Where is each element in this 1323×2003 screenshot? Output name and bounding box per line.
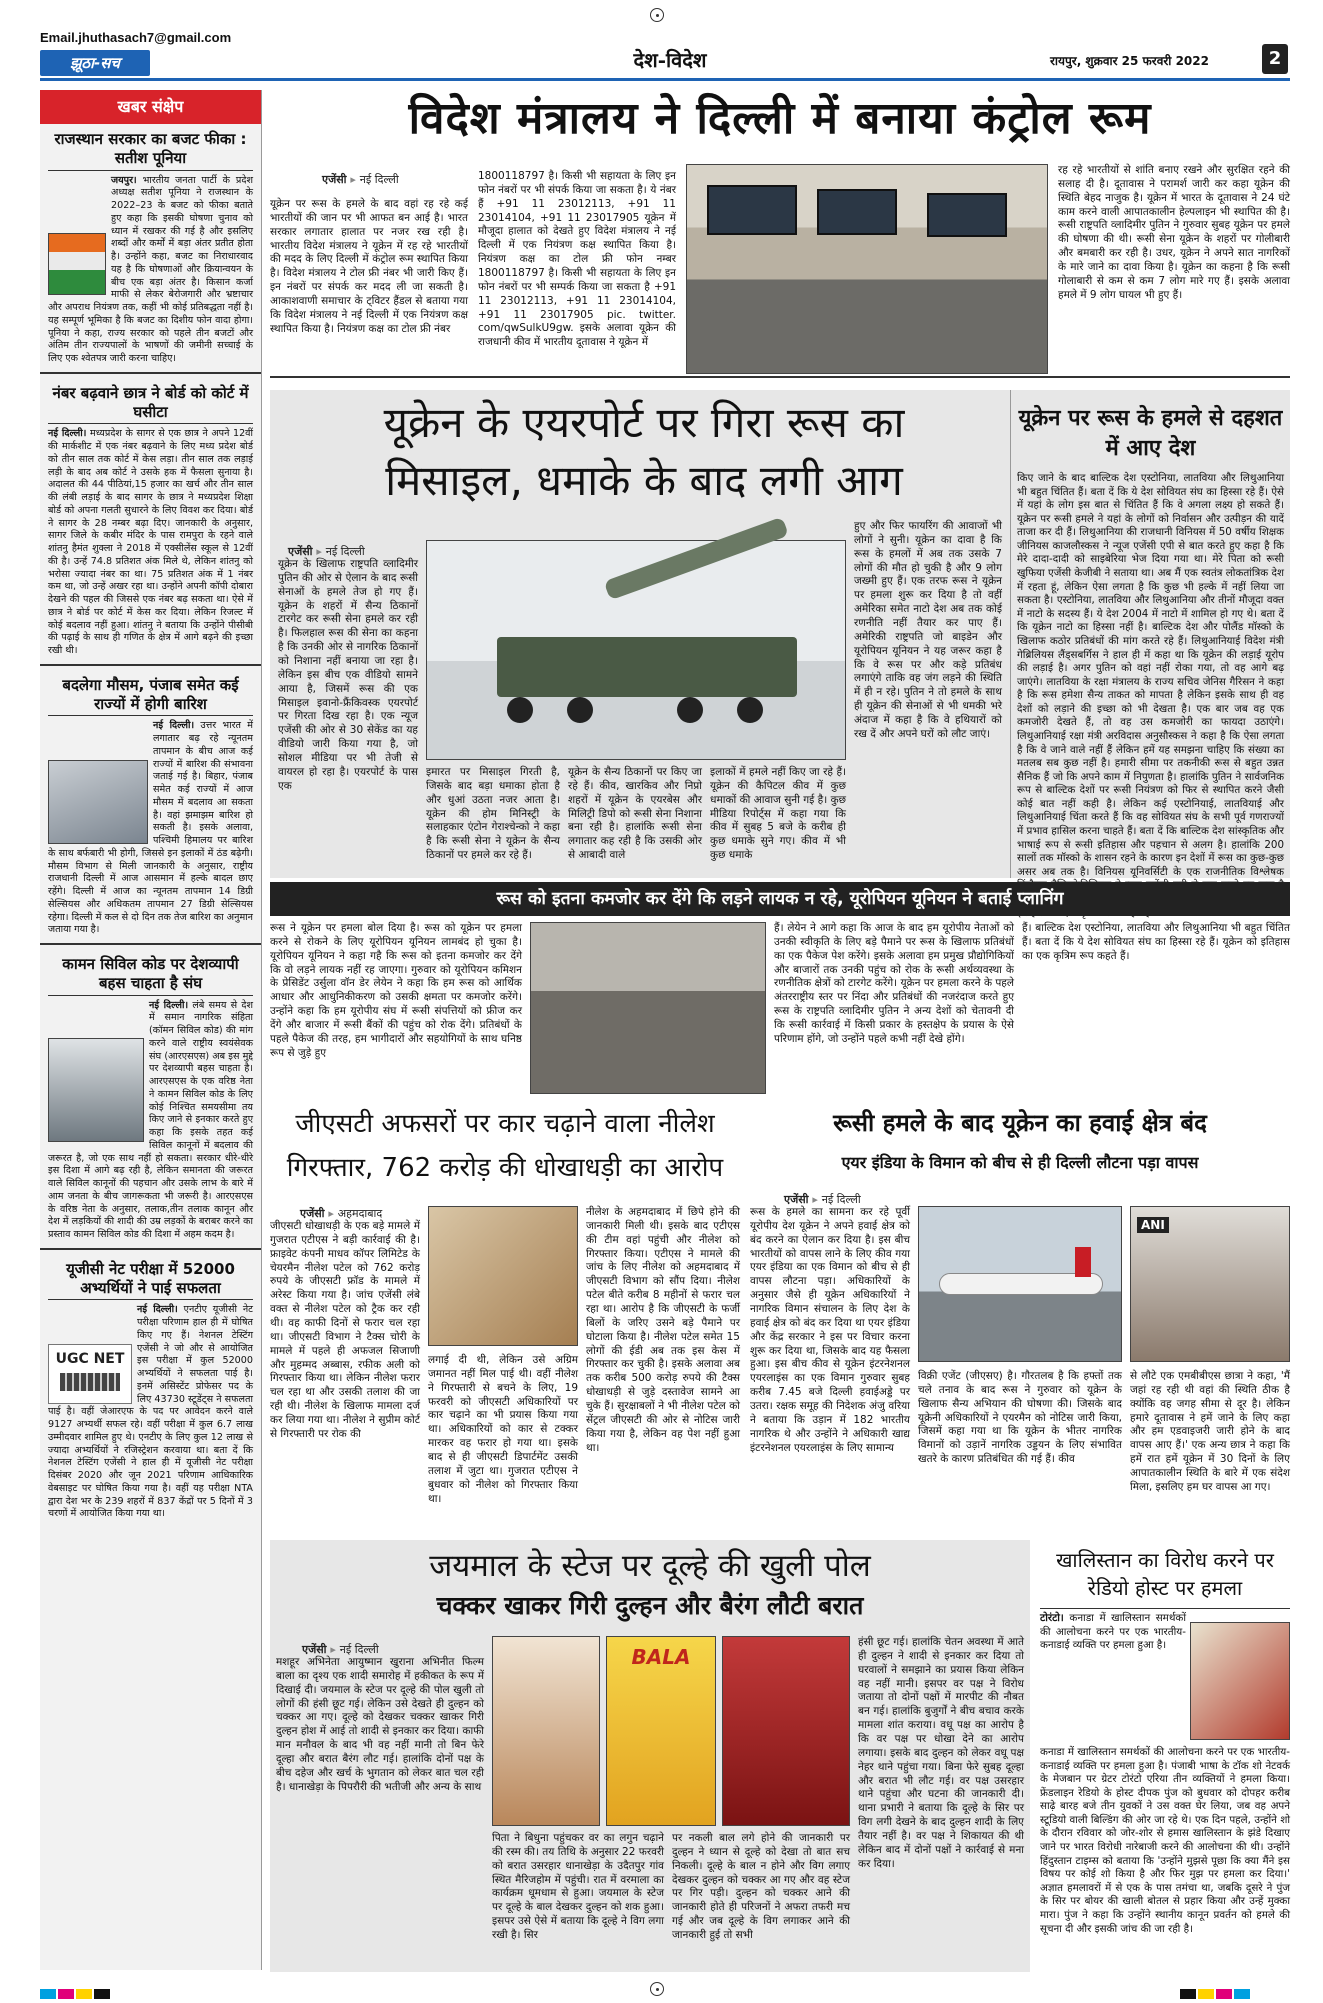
registration-mark-bottom	[650, 1982, 664, 1996]
story-headline-bar	[270, 882, 1290, 916]
sidebar-item-body: भारतीय जनता पार्टी के प्रदेश अध्यक्ष सतीश पूनिया ने राजस्थान के 2022–23 के बजट को फीका बताते हुए कहा कि इसकी घोषणा चुनाव को ध्यान में रखकर की गई है और इसलिए शब्दों और कर्मों में बड़ा अंतर प्रतीत होता है। उन्होंने कहा, बजट का निराधारवाद यह है कि घोषणाओं और क्रियान्वयन के बीच एक बड़ा अंतर है। किसान कर्जा माफी से लेकर बेरोजगारी और भ्रष्टाचार और अपराध नियंत्रण तक, कहीं भी कोई प्रतिबद्धता नहीं है। यह सम्पूर्ण भूमिका है कि बजट का दिशीय फोन वादा होगा। पूनिया ने कहा, राज्य सरकार को पहले तीन बजटों और अंतिम तीन राज्यपालों के भाषणों की जमीनी सच्चाई के लिए एक श्वेतपत्र जारी करना चाहिए।	[48, 174, 253, 364]
registration-mark-top	[650, 8, 664, 22]
story-gst-arrest	[270, 1102, 740, 1530]
story-headline: जीएसटी अफसरों पर कार चढ़ाने वाला नीलेश	[295, 1109, 715, 1139]
missile-launcher-photo	[426, 540, 846, 760]
header-email: Email.jhuthasach7@gmail.com	[40, 30, 232, 45]
side-story-headline: यूक्रेन पर रूस के हमले से दहशत में आए देश	[1018, 406, 1283, 461]
story-column: जीएसटी धोखाधड़ी के एक बड़े मामले में गुजरात एटीएस ने बड़ी कार्रवाई की है। फ्राइवेट कंपनी माधव कॉपर लिमिटेड के चेयरमैन नीलेश पटेल को 762 करोड़ रुपये के जीएसटी फ्रॉड के मामले में अरेस्ट किया गया है। जांच एजेंसी लंबे वक्त से नीलेश पटेल को ट्रैक कर रही थी। वह काफी दिनों से फरार चल रहा था। जीएसटी विभाग ने टैक्स चोरी के मामले में पहले ही अफजल सिजाणी और मुहम्मद अब्बास, रफीक अली को गिरफ्तार किया था। लेकिन नीलेश फरार चल रहा था और उसकी तलाश की जा रही थी। नीलेश के खिलाफ मामला दर्ज कर लिया गया था। नीलेश ने सुप्रीम कोर्ट से गिरफ्तारी पर रोक की	[270, 1220, 420, 1440]
story-jaymaal	[270, 1540, 1030, 1972]
byline-place: नई दिल्ली	[359, 173, 399, 186]
sidebar-item-body: मध्यप्रदेश के सागर से एक छात्र ने अपने 12वीं की मार्कशीट में एक नंबर बढ़वाने के लिए मध्य प्रदेश बोर्ड को तीन साल तक कोर्ट में केस लड़ा। तीन साल तक लड़ाई लड़ी के बाद अब कोर्ट ने उसके हक में फैसला सुनाया है। अदालत की 44 पीठियां,15 हजार का खर्च और तीन साल की लंबी लड़ाई के बाद सागर के छात्र ने मध्यप्रदेश शिक्षा बोर्ड को अपना गलती सुधारने के लिए विवश कर दिया। बोर्ड ने सागर के 28 नम्बर बढ़ा दिए। जानकारी के अनुसार, सागर जिले के कबीर मंदिर के पास रामपुरा के रहने वाले शांतनु हैमंत शुक्ला ने 2018 में एक्सीलेंस स्कूल से 12वीं की है। उन्हें 74.8 प्रतिशत अंक मिले थे, लेकिन शांतनु को भरोसा ज्यादा नंबर का था। 75 प्रतिशत अंक में 1 नंबर कम था, जो उन्हें अखर रहा था। उन्होंने अपनी कॉपी दोबारा देखने की पहल की जिससे एक नंबर बढ़ सकता था। ऐसे में छात्र ने बोर्ड पर कोर्ट में केस कर दिया। लेकिन रिजल्ट में कोई बदलाव नहीं हुआ। शांतनु ने बताया कि उन्होंने पीसीबी की पढ़ाई के साथ ही गणित के क्षेत्र में आगे बढ़ने की इच्छा रखी थी।	[48, 428, 254, 656]
story-column: रह रहे भारतीयों से शांति बनाए रखने और सुरक्षित रहने की सलाह दी है। दूतावास ने परामर्श जारी कर कहा यूक्रेन की स्थिति बेहद नाजुक है। यूक्रेन में भारत के दूतावास ने 24 घंटे काम करने वाली आपातकालीन हेल्पलाइन भी स्थापित की है। रूसी राष्ट्रपति व्लादिमीर पुतिन ने गुरुवार सुबह यूक्रेन पर हमले की घोषणा की थी। रूसी सेना यूक्रेन के शहरों पर गोलीबारी और बमबारी कर रही है। उधर, यूक्रेन ने अपने सात नागरिकों के मारे जाने का दावा किया है। यूक्रेन का कहना है कि रूसी गोलाबारी से कम से कम 7 लोग मारे गए हैं। इसके अलावा हमले में 9 लोग घायल भी हुए हैं।	[1058, 164, 1290, 301]
story-body-part: कनाडा में खालिस्तान समर्थकों की आलोचना करने पर एक भारतीय-कनाडाई व्यक्ति पर हमला हुआ है।	[1040, 1612, 1186, 1652]
story-column: इमारत पर मिसाइल गिरती है, जिसके बाद बड़ा धमाका होता है और धुआं उठता नजर आता है। यूक्रेन की होम मिनिस्ट्री के सलाहकार एंटोन गेराश्चेन्को ने कहा है कि रूसी सेना ने यूक्रेन के सैन्य ठिकानों पर हमले कर रहे हैं।	[426, 766, 560, 862]
story-column: से लौटे एक एमबीबीएस छात्रा ने कहा, 'मैं जहां रह रही थी वहां की स्थिति ठीक है क्योंकि वह जगह सीमा से दूर है। लेकिन हमारे दूतावास ने हमें जाने के लिए कहा और हम एडवाइजरी जारी होने के बाद वापस आए हैं।' एक अन्य छात्र ने कहा कि हमें रात हमें यूक्रेन में 30 दिनों के लिए आपातकालीन स्थिति के बारे में एक संदेश मिला, इसलिए हम घर वापस आ गए।	[1130, 1370, 1290, 1493]
story-column: यूक्रेन के सैन्य ठिकानों पर किए जा रहे हैं। कीव, खारकिव और निप्रो शहरों में यूक्रेन के एयरबेस और मिलिट्री डिपो को रूसी सेना निशाना बना रही है। हालांकि रूसी सेना लगातार कह रही है कि उसकी ओर से आबादी वाले	[568, 766, 702, 862]
sidebar-item-headline: बदलेगा मौसम, पंजाब समेत कई राज्यों में होगी बारिश	[48, 674, 253, 717]
story-control-room	[270, 90, 1290, 380]
sidebar-item-dateline: नई दिल्ली।	[149, 999, 189, 1011]
rss-building-photo	[48, 1038, 144, 1142]
story-column: इलाकों में हमले नहीं किए जा रहे हैं। यूक्रेन की कैपिटल कीव में कुछ धमाकों की आवाज सुनी गई है। कुछ मीडिया रिपोर्ट्स में कहा गया कि कीव में सुबह 5 बजे के करीब ही कुछ धमाके सुने गए। कीव में भी कुछ धमाके	[710, 766, 846, 862]
sidebar-item-headline: यूजीसी नेट परीक्षा में 52000 अभ्यर्थियों ने पाई सफलता	[48, 1258, 253, 1301]
story-airport-missile	[270, 390, 1290, 878]
story-column: मशहूर अभिनेता आयुष्मान खुराना अभिनीत फिल्म बाला का दृश्य एक शादी समारोह में हकीकत के रूप में दिखाई दी। जयमाल के स्टेज पर दूल्हे की पोल खुली तो लोगों की हंसी छूट गई। लेकिन उसे देखते ही दुल्हन को चक्कर आ गए। दूल्हे को देखकर चक्कर खाकर गिरी दुल्हन होश में आई तो शादी से इनकार कर दिया। काफी मान मनौवल के बाद भी वह नहीं मानी तो बिन फेरे दूल्हा और बरात बैरंग लौट गई। हालांकि दोनों पक्ष के बीच दहेज और खर्च के भुगतान को लेकर बात चल रही है। धानाखेड़ा के पिपरौरी की भतीजी और अन्य के साथ	[276, 1656, 484, 1793]
byline-place: अहमदाबाद	[337, 1207, 383, 1220]
story-headline-line2: चक्कर खाकर गिरी दुल्हन और बैरंग लौटी बरात	[436, 1591, 864, 1620]
rain-photo	[48, 760, 148, 844]
byline-agency: एजेंसी	[288, 545, 313, 558]
ani-watermark: ANI	[1137, 1217, 1169, 1233]
story-headline: जयमाल के स्टेज पर दूल्हे की खुली पोल	[429, 1548, 871, 1584]
header-rule	[40, 78, 1290, 81]
story-column: यूक्रेन पर रूस के हमले के बाद वहां रह रहे कई भारतीयों की जान पर भी आफत बन आई है। भारत सरकार लगातार हालात पर नजर रख रही है। भारतीय विदेश मंत्रालय ने यूक्रेन में रह रहे भारतीयों की मदद के लिए दिल्ली में कंट्रोल रूम स्थापित किया है। विदेश मंत्रालय ने टोल फ्री नंबर भी जारी किए हैं। इन नंबरों पर संपर्क कर मदद ली जा सकती है। आकाशवाणी समाचार के ट्विटर हैंडल से बताया गया कि विदेश मंत्रालय ने नई दिल्ली में एक नियंत्रण कक्ष स्थापित किया है। नियंत्रण कक्ष का टोल फ्री नंबर	[270, 198, 468, 335]
story-subhead: एयर इंडिया के विमान को बीच से ही दिल्ली लौटना पड़ा वापस	[841, 1153, 1199, 1172]
sidebar-item	[40, 124, 261, 366]
byline: एजेंसी ▸ नई दिल्ली	[288, 545, 365, 558]
story-headline: यूक्रेन के एयरपोर्ट पर गिरा रूस का	[383, 398, 905, 447]
byline-place: नई दिल्ली	[821, 1193, 861, 1206]
sidebar-item-headline: नंबर बढ़वाने छात्र ने बोर्ड को कोर्ट में घसीटा	[48, 382, 253, 425]
sidebar	[40, 90, 262, 1970]
story-column: लगाई दी थी, लेकिन उसे अग्रिम जमानत नहीं मिल पाई थी। वहीं नीलेश ने गिरफ्तारी से बचने के लिए, 19 फरवरी को जीएसटी अधिकारियों पर कार चढ़ाने का भी प्रयास किया गया था। अधिकारियों को कार से टक्कर मारकर वह फरार हो गया था। इसके बाद से ही जीएसटी डिपार्टमेंट उसकी तलाश में जुटा था। गुजरात एटीएस ने बुधवार को नीलेश को गिरफ्तार किया था।	[428, 1354, 578, 1505]
color-bar-left	[40, 1984, 112, 2003]
byline-agency: एजेंसी	[322, 173, 347, 186]
section-title: देश-विदेश	[633, 48, 707, 72]
byline: एजेंसी ▸ नई दिल्ली	[784, 1193, 861, 1206]
byline-agency: एजेंसी	[784, 1193, 809, 1206]
brand-name: झूठा-सच	[70, 54, 120, 72]
sidebar-title: खबर संक्षेप	[40, 90, 261, 124]
byline: एजेंसी ▸ अहमदाबाद	[300, 1207, 383, 1220]
headline-box	[276, 394, 1012, 514]
sidebar-item-headline: कामन सिविल कोड पर देशव्यापी बहस चाहता है संघ	[48, 953, 253, 996]
story-column: नीलेश के अहमदाबाद में छिपे होने की जानकारी मिली थी। इसके बाद एटीएस की टीम वहां पहुंची और नीलेश को गिरफ्तार किया। एटीएस ने मामले की जांच के लिए नीलेश को अहमदाबाद में जीएसटी विभाग को सौंप दिया। नीलेश पटेल बीते करीब 8 महीनों से फरार चल रहा था। आरोप है कि जीएसटी के फर्जी बिलों के जरिए उसने बड़े पैमाने पर घोटाला किया है। नीलेश पटेल समेत 15 लोगों की ईडी अब तक इस केस में गिरफ्तार कर चुकी है। इसके अलावा अब तक करीब 500 करोड़ रुपये की टैक्स धोखाधड़ी से जुड़े दस्तावेज सामने आ चुके हैं। सुरक्षाबलों ने भी नीलेश पटेल को सेंट्रल जीएसटी की ओर से नोटिस जारी किया गया है, लेकिन वह पेश नहीं हुआ था।	[586, 1206, 740, 1454]
story-column: हैं। बाल्टिक देश एस्टोनिया, लातविया और लिथुआनिया भी बहुत चिंतित हैं। बता दें कि ये देश सोवियत संघ का हिस्सा रहे हैं। यूक्रेन को इतिहास का एक कृत्रिम रूप कहते हैं।	[1022, 922, 1290, 962]
byline: एजेंसी ▸ नई दिल्ली	[302, 1643, 379, 1656]
byline-place: नई दिल्ली	[325, 545, 365, 558]
bride-photo	[492, 1636, 600, 1826]
story-khalistan	[1040, 1540, 1290, 1972]
air-india-plane-photo	[918, 1206, 1122, 1362]
currency-photo	[428, 1206, 578, 1346]
flag-photo	[48, 233, 106, 295]
story-column: 1800118797 है। किसी भी सहायता के लिए इन फोन नंबरों पर भी संपर्क किया जा सकता है। ये नंबर हैं +91 11 23012113, +91 11 23014104, +91 11 23017905 यूक्रेन में मौजूदा हालात को देखते हुए विदेश मंत्रालय ने नई दिल्ली में एक नियंत्रण कक्ष स्थापित किया है। नियंत्रण कक्ष का टोल फ्री फोन नम्बर 1800118797 है। किसी भी सहायता के लिए इन फोन नंबरों पर भी सम्पर्क किया जा सकता है +91 11 23012113, +91 11 23014104, +91 11 23017905 pic. twitter. com/qwSulkU9gw. इसके अलावा यूक्रेन की राजधानी कीव में भारतीय दूतावास ने यूक्रेन में	[478, 170, 676, 349]
soldiers-photo	[530, 922, 766, 1094]
story-column: पिता ने बिधुना पहुंचकर वर का लगुन चढ़ाने की रस्म की। तय तिथि के अनुसार 22 फरवरी को बरात उसरहार धानाखेड़ा के उदैतपुर गांव स्थित मैरिजहोम में पहुंची। रात में वरमाला का कार्यक्रम धूमधाम से हुआ। जयमाल के स्टेज पर दूल्हे के बाल देखकर दुल्हन को शक हुआ। इसपर उसे ऐसे में बताया कि दूल्हे ने विग लगा रखी है। सिर	[492, 1832, 664, 1942]
story-headline-line2: मिसाइल, धमाके के बाद लगी आग	[385, 456, 903, 505]
story-headline: खालिस्तान का विरोध करने पर रेडियो होस्ट पर हमला	[1040, 1540, 1290, 1609]
story-headline: विदेश मंत्रालय ने दिल्ली में बनाया कंट्रोल रूम	[408, 93, 1152, 144]
ugc-net-badge	[48, 1344, 132, 1404]
byline-agency: एजेंसी	[300, 1207, 325, 1220]
story-column: विक्री एजेंट (जीएसए) है। गौरतलब है कि हफ्तों तक चले तनाव के बाद रूस ने गुरुवार को यूक्रेन के खिलाफ सैन्य अभियान की घोषणा की। जिसके बाद यूक्रेनी अधिकारियों ने एयरमैन को नोटिस जारी किया, जिसमें कहा गया था कि यूक्रेन के भीतर नागरिक विमानों को उड़ानें नागरिक उड्डयन के लिए संभावित खतरे के कारण प्रतिबंधित की गई हैं। कीव	[918, 1370, 1122, 1466]
story-column: हंसी छूट गई। हालांकि चेतन अवस्था में आते ही दुल्हन ने शादी से इनकार कर दिया तो घरवालों ने समझाने का प्रयास किया लेकिन वह नहीं मानी। इसपर वर पक्ष ने विरोध जताया तो दोनों पक्षों में मारपीट की नौबत बन गई। हालांकि बुजुर्गों ने बीच बचाव करके मामला शांत कराया। वधू पक्ष का आरोप है कि वर पक्ष पर धोखा देने का आरोप लगाया। इसके बाद दुल्हन को लेकर वधू पक्ष नेहर थाने पहुंचा गया। बिना फेरे सुबह दूल्हा और बरात भी लौट गई। वर पक्ष उसरहार थाने पहुंचा और घटना की जानकारी दी। थाना प्रभारी ने बताया कि दूल्हे के सिर पर विग लगी देखने के बाद दुल्हन शादी के लिए तैयार नहीं है। वर पक्ष ने शिकायत की थी लेकिन बाद में दोनों पक्षों ने कार्रवाई से मना कर दिया।	[858, 1636, 1024, 1870]
story-dateline: टोरंटो।	[1040, 1612, 1064, 1624]
byline-agency: एजेंसी	[302, 1643, 327, 1656]
brand-logo	[40, 50, 150, 76]
sidebar-item-dateline: नई दिल्ली।	[48, 428, 87, 440]
sidebar-item-body: उत्तर भारत में लगातार बढ़ रहे न्यूनतम तापमान के बीच आज कई राज्यों में बारिश की संभावना जताई गई है। बिहार, पंजाब समेत कई राज्यों में आज मौसम में बदलाव आ सकता है। वहां झमाझम बारिश हो सकती है। इसके अलावा, पश्चिमी हिमालय पर बारिश के साथ बर्फबारी भी होगी, जिससे इन इलाकों में ठंड बढ़ेगी। मौसम विभाग से मिली जानकारी के अनुसार, राष्ट्रीय राजधानी दिल्ली में आज आसमान में हल्के बादल छाए रहेंगे। दिल्ली में आज का न्यूनतम तापमान 14 डिग्री सेल्सियस और अधिकतम तापमान 27 डिग्री सेल्सियस रहेगा। दिल्ली में कल से दो दिन तक तेज बारिश का अनुमान जताया गया है।	[48, 720, 253, 936]
ugc-net-label: UGC NET	[55, 1351, 125, 1368]
sidebar-item-body: एनटीए यूजीसी नेट परीक्षा परिणाम हाल ही में घोषित किए गए हैं। नेशनल टेस्टिंग एजेंसी ने जो और से आयोजित इस परीक्षा में कुल 52000 अभ्यर्थियों ने सफलता पाई है। इनमें असिस्टेंट प्रोफेसर पद के लिए 43730 स्टूडेंट्स ने सफलता पाई है। वहीं जेआरएफ के पद पर आवेदन करने वाले 9127 अभ्यर्थी सफल रहे। वहीं परीक्षा में कुल 6.7 लाख उम्मीदवार शामिल हुए थे। एनटीए के लिए कुल 12 लाख से ज्यादा अभ्यर्थियों ने रजिस्ट्रेशन करवाया था। बता दें कि नेशनल टेस्टिंग एजेंसी ने हाल ही में यूजीसी नेट परीक्षा दिसंबर 2020 और जून 2021 परिणाम आधिकारिक वेबसाइट पर घोषित किया गया है। वहीं यह परीक्षा NTA द्वारा देश भर के 239 शहरों में 837 केंद्रों पर 5 दिनों में 3 चरणों में आयोजित किया गया था।	[48, 1304, 253, 1520]
control-room-photo	[686, 164, 1048, 374]
sidebar-item-dateline: जयपुर।	[111, 174, 137, 186]
side-story-body: किए जाने के बाद बाल्टिक देश एस्टोनिया, लातविया और लिथुआनिया भी बहुत चिंतित हैं। बता दें कि ये देश सोवियत संघ का हिस्सा रहे हैं। ऐसे में यहां के लोग इस बात से चिंतित हैं कि वे अगला लक्ष्य हो सकते हैं। यूक्रेन पर रूसी हमले ने यहां के लोगों को निर्वासन और उत्पीड़न की यादें ताजा कर दी हैं। लिथुआनिया की राजधानी विनियस में 50 वर्षीय शिक्षक जीनियस काजलौस्कस ने न्यूज एजेंसी एपी से बात करते हुए कहा है कि मेरे दादा-दादी को साइबेरिया भेज दिया गया था। मेरे पिता को रूसी खुफिया एजेंसी केजीबी ने सताया था। अब मैं एक स्वतंत्र लोकतांत्रिक देश में रहता हूं, लेकिन ऐसा लगता है कि कुछ भी हल्के में नहीं लिया जा सकता है। एस्टोनिया, लातविया और लिथुआनिया और तीनों मौजूदा वक्त में नाटो के सदस्य हैं। ये देश 2004 में नाटो में शामिल हो गए थे। बता दें कि यूक्रेन नाटो का हिस्सा नहीं है। बाल्टिक देश और पोलैंड मॉस्को के खिलाफ कठोर प्रतिबंधों की मांग करते रहे हैं। लिथुआनियाई विदेश मंत्री गेब्रिलियस लैंड्सबर्गिस ने हाल ही में कहा था कि यूक्रेन की लड़ाई यूरोप की लड़ाई है। अगर पुतिन को वहां नहीं रोका गया, तो वह आगे बढ़ जाएंगे। लातविया के रक्षा मंत्रालय के राज्य सचिव जेनिस गैरिसन ने कहा है कि रूस हमेशा सैन्य ताकत को मापता है लेकिन इसके साथ ही वह देशों को लड़ाने की इच्छा को भी देखता है। एक बार जब वह एक कमजोरी देखते हैं, तो वह उस कमजोरी का फायदा उठाएंगे। लिथुआनियाई रक्षा मंत्री अरविदास अनुसौस्कस ने कहा है कि ऐसा लगता है कि वे जाने वाले नहीं हैं लेकिन हमें यह समझना चाहिए कि संख्या का मतलब सब कुछ नहीं है। हमारी सीमा पर तकनीकी रूस से बहुत उन्नत सैनिक हैं जो कि अपने काम में निपुणता है। हालांकि पुतिन ने सार्वजनिक रूप से बाल्टिक देशों पर रूसी नियंत्रण को फिर से स्थापित करने जैसी कोई बात नहीं कही है। लेकिन कई एस्टोनियाई, लातवियाई और लिथुआनियाई चिंता करते हैं कि वह सोवियत संघ के सभी पूर्व गणराज्यों में प्रभाव हासिल करना चाहते हैं। बता दें कि बाल्टिक देश सांस्कृतिक और भाषाई रूप से रूसी इतिहास और पहचान से अलग है। हालांकि 200 सालों तक मॉस्को के शासन रहने के कारण इन देशों में रूस का कुछ-कुछ असर अब तक है। विनियस यूनिवर्सिटी के एक राजनीतिक विश्लेषक	[1017, 472, 1284, 878]
story-headline-line2: गिरफ्तार, 762 करोड़ की धोखाधड़ी का आरोप	[286, 1153, 724, 1183]
attack-illustration-photo	[1190, 1622, 1290, 1740]
sidebar-item	[40, 372, 261, 658]
story-column: हुए और फिर फायरिंग की आवाजों भी लोगों ने सुनी। यूक्रेन का दावा है कि रूस के हमलों में अब तक उसके 7 लोगों की मौत हो चुकी है और 9 लोग जख्मी हुए हैं। एक तरफ रूस ने यूक्रेन पर हमला शुरू कर दिया है तो वहीं अमेरिका समेत नाटो देश अब तक कोई रणनीति नहीं तैयार कर पाए हैं। अमेरिकी राष्ट्रपति जो बाइडेन और यूरोपियन यूनियन ने यह जरूर कहा है कि वे रूस पर और कड़े प्रतिबंध लगाएंगे ताकि वह जंग लड़ने की स्थिति में ही न रहे। पुतिन ने तो हमले के साथ ही यूक्रेन की सेनाओं से भी धमकी भरे अंदाज में कहा है कि वे हथियारों को रख दें और अपने घरों को लौट जाएं।	[854, 520, 1002, 740]
story-headline: रूसी हमले के बाद यूक्रेन का हवाई क्षेत्र बंद	[833, 1109, 1207, 1137]
byline-place: नई दिल्ली	[339, 1643, 379, 1656]
bala-title: BALA	[631, 1645, 691, 1669]
side-story	[1010, 390, 1290, 878]
story-column: पर नकली बाल लगे होने की जानकारी पर दुल्हन ने ध्यान से दूल्हे को देखा तो बात सच निकली। दूल्हे के बाल न होने और विग लगाए देखकर दुल्हन को चक्कर आ गए और वह स्टेज पर गिर पड़ी। दुल्हन को चक्कर आने की जानकारी होते ही परिजनों ने अफरा तफरी मच गई और जब दूल्हे के विग लगाकर आने की जानकारी हुई तो सभी	[672, 1832, 850, 1942]
page-number: 2	[1262, 44, 1288, 74]
byline: एजेंसी ▸ नई दिल्ली	[322, 173, 399, 186]
sidebar-item	[40, 943, 261, 1242]
dateline: रायपुर, शुक्रवार 25 फरवरी 2022	[1050, 54, 1209, 68]
sidebar-item-dateline: नई दिल्ली।	[153, 720, 195, 732]
story-column: यूक्रेन के खिलाफ राष्ट्रपति व्लादिमीर पुतिन की ओर से ऐलान के बाद रूसी सेनाओं के हमले तेज हो गए हैं। यूक्रेन के शहरों में सैन्य ठिकानों टारगेट कर रूसी सेना हमले कर रही है। फिलहाल रूस की सेना का कहना है कि उनकी ओर से नागरिक ठिकानों को निशाना नहीं बनाया जा रहा है। लेकिन इस बीच एक वीडियो सामने आया है, जिसमें रूस की एक मिसाइल इवानो-फ्रैंकिवस्क एयरपोर्ट पर गिरता दिख रहा है। एक न्यूज एजेंसी की ओर से 30 सेकेंड का यह वीडियो जारी किया गया है, जो सोशल मीडिया पर भी तेजी से वायरल हो रहा है। एयरपोर्ट के पास एक	[278, 558, 418, 792]
sidebar-item-dateline: नई दिल्ली।	[137, 1304, 178, 1316]
story-headline: रूस को इतना कमजोर कर देंगे कि लड़ने लायक न रहे, यूरोपियन यूनियन ने बताई प्लानिंग	[496, 889, 1064, 909]
sidebar-item	[40, 1248, 261, 1521]
bala-poster-photo	[606, 1636, 716, 1826]
story-column: रूस ने यूक्रेन पर हमला बोल दिया है। रूस को यूक्रेन पर हमला करने से रोकने के लिए यूरोपियन यूनियन लामबंद हो चुका है। यूरोपियन यूनियन ने कहा गहै कि रूस को इतना कमजोर कर देंगे कि वो लड़ने लायक नहीं रह जाएगा। गुरुवार को यूरोपियन कमिशन के प्रेसिडेंट उर्सुला वॉन डेर लेयेन ने कहा कि हम रूस को आर्थिक आधार और आधुनिकीकरण को उसकी क्षमता पर कमजोर करेंगे। उन्होंने कहा कि हम यूरोपीय संघ में रूसी संपत्तियों को फ्रीज कर देंगे और बाजार में रूसी बैंकों की पहुंच को रोक देंगे। प्रतिबंधों के पहले पैकेज की तरह, हम भागीदारों और सहयोगियों के साथ घनिष्ठ रूप से जुड़े हुए	[270, 922, 522, 1059]
color-bar-right	[1180, 1984, 1252, 2003]
keyboard-icon	[60, 1373, 120, 1391]
story-column: कनाडा में खालिस्तान समर्थकों की आलोचना करने पर एक भारतीय-कनाडाई व्यक्ति पर हमला हुआ है। पंजाबी भाषा के टॉक शो नेटवर्क के मेजबान पर ग्रेटर टोरंटो एरिया तीन व्यक्तियों ने हमला किया। फ्रेंडलाइन रेडियो के होस्ट दीपक पुंज को बुधवार को दोपहर करीब साढ़े बारह बजे तीन युवकों ने उस वक्त घेर लिया, जब वह अपने स्टूडियो वाली बिल्डिंग की ओर जा रहे थे। एक दिन पहले, उन्होंने शो के दौरान रविवार को जोर-शोर से हमास खालिस्तान के झंडे दिखाए जाने पर भारत विरोधी नारेबाजी करने की आलोचना की थी। उन्होंने हिंदुस्तान टाइम्स को बताया कि 'उन्होंने मुझसे पूछा कि क्या मैंने इस विषय पर कोई शो किया है और फिर मुझ पर हमला कर दिया।' अज्ञात हमलावरों में से एक के पास तमंचा था, जबकि दूसरे ने पुंज के सिर पर बोयर की खाली बोतल से प्रहार किया और उन्हें मुक्का मारा। पुंज ने कहा कि उन्होंने स्थानीय कानून प्रवर्तन को हमले की सूचना दी और इसकी जांच की जा रही है।	[1040, 1746, 1290, 1935]
sidebar-item-headline: राजस्थान सरकार का बजट फीका : सतीश पूनिया	[48, 128, 253, 171]
story-column: हैं। लेयेन ने आगे कहा कि आज के बाद हम यूरोपीय नेताओं को उनकी स्वीकृति के लिए बड़े पैमाने पर रूस के खिलाफ प्रतिबंधों का एक पैकेज पेश करेंगे। इसके अलावा हम प्रमुख प्रौद्योगिकियों और बाजारों तक उनकी पहुंच को रोक के रूसी अर्थव्यवस्था के रणनीतिक क्षेत्रों को टारगेट करेंगे। यूक्रेन पर हमला करने के पहले अंतरराष्ट्रीय स्तर पर निंदा और प्रतिबंधों की नजरंदाज करते हुए रूस के राष्ट्रपति व्लादिमीर पुतिन ने अन्य देशों को चेतावनी दी कि रूसी कार्रवाई में किसी प्रकार के हस्तक्षेप के प्रयास के ऐसे परिणाम होंगे, जो उन्होंने पहले कभी नहीं देखे होंगे।	[774, 922, 1015, 1045]
story-eu-planning	[270, 882, 1290, 1096]
story-column: रूस के हमले का सामना कर रहे पूर्वी यूरोपीय देश यूक्रेन ने अपने हवाई क्षेत्र को बंद करने का ऐलान कर दिया है। इस बीच भारतीयों को वापस लाने के लिए कीव गया एयर इंडिया का एक विमान को बीच से ही वापस लौटना पड़ा। अधिकारियों के अनुसार जैसे ही यूक्रेन अधिकारियों ने नागरिक विमान संचालन के लिए देश के हवाई क्षेत्र को बंद कर दिया था एयर इंडिया और केंद्र सरकार ने इस पर विचार करना शुरू कर दिया था, जिसके बाद यह फैसला हुआ। इस बीच कीव से यूक्रेन इंटरनेशनल एयरलाइंस का एक विमान गुरुवार सुबह करीब 7.45 बजे दिल्ली हवाईअड्डे पर उतरा। रक्षक समूह की निदेशक अंजु वरिया ने बताया कि उड़ान में 182 भारतीय नागरिक थे और उन्होंने ने अधिकारी खाद्य इंटरनेशनल एयरलाइंस के लिए सामान्य	[750, 1206, 910, 1454]
student-photo	[1130, 1206, 1290, 1362]
story-airspace-closed	[750, 1102, 1290, 1530]
bride-red-photo	[722, 1636, 850, 1826]
sidebar-item-body: लंबे समय से देश में समान नागरिक संहिता (कॉमन सिविल कोड) की मांग करने वाले राष्ट्रीय स्वयंसेवक संघ (आरएसएस) अब इस मुद्दे पर देशव्यापी बहस चाहता है। आरएसएस के एक वरिष्ठ नेता ने कामन सिविल कोड के लिए कोई निश्चित समयसीमा तय किए जाने से इनकार करते हुए कहा कि इसके तहत कई सिविल कानूनों में बदलाव की जरूरत है, जो एक साथ नहीं हो सकता। सरकार धीरे-धीरे इस दिशा में आगे बढ़ रही है, लेकिन समानता की जरूरत वाले सिविल कानूनों की पहचान और उसके लाभ के बारे में आम जनता के बीच जागरूकता भी जरूरी है। आरएसएस के वरिष्ठ नेता के अनुसार, तलाक,तीन तलाक कानून और देश में लड़कियों की शादी की उम्र लड़कों के बराबर करने का प्रस्ताव कामन सिविल कोड की दिशा में अहम कदम है।	[48, 999, 253, 1240]
sidebar-item	[40, 664, 261, 937]
